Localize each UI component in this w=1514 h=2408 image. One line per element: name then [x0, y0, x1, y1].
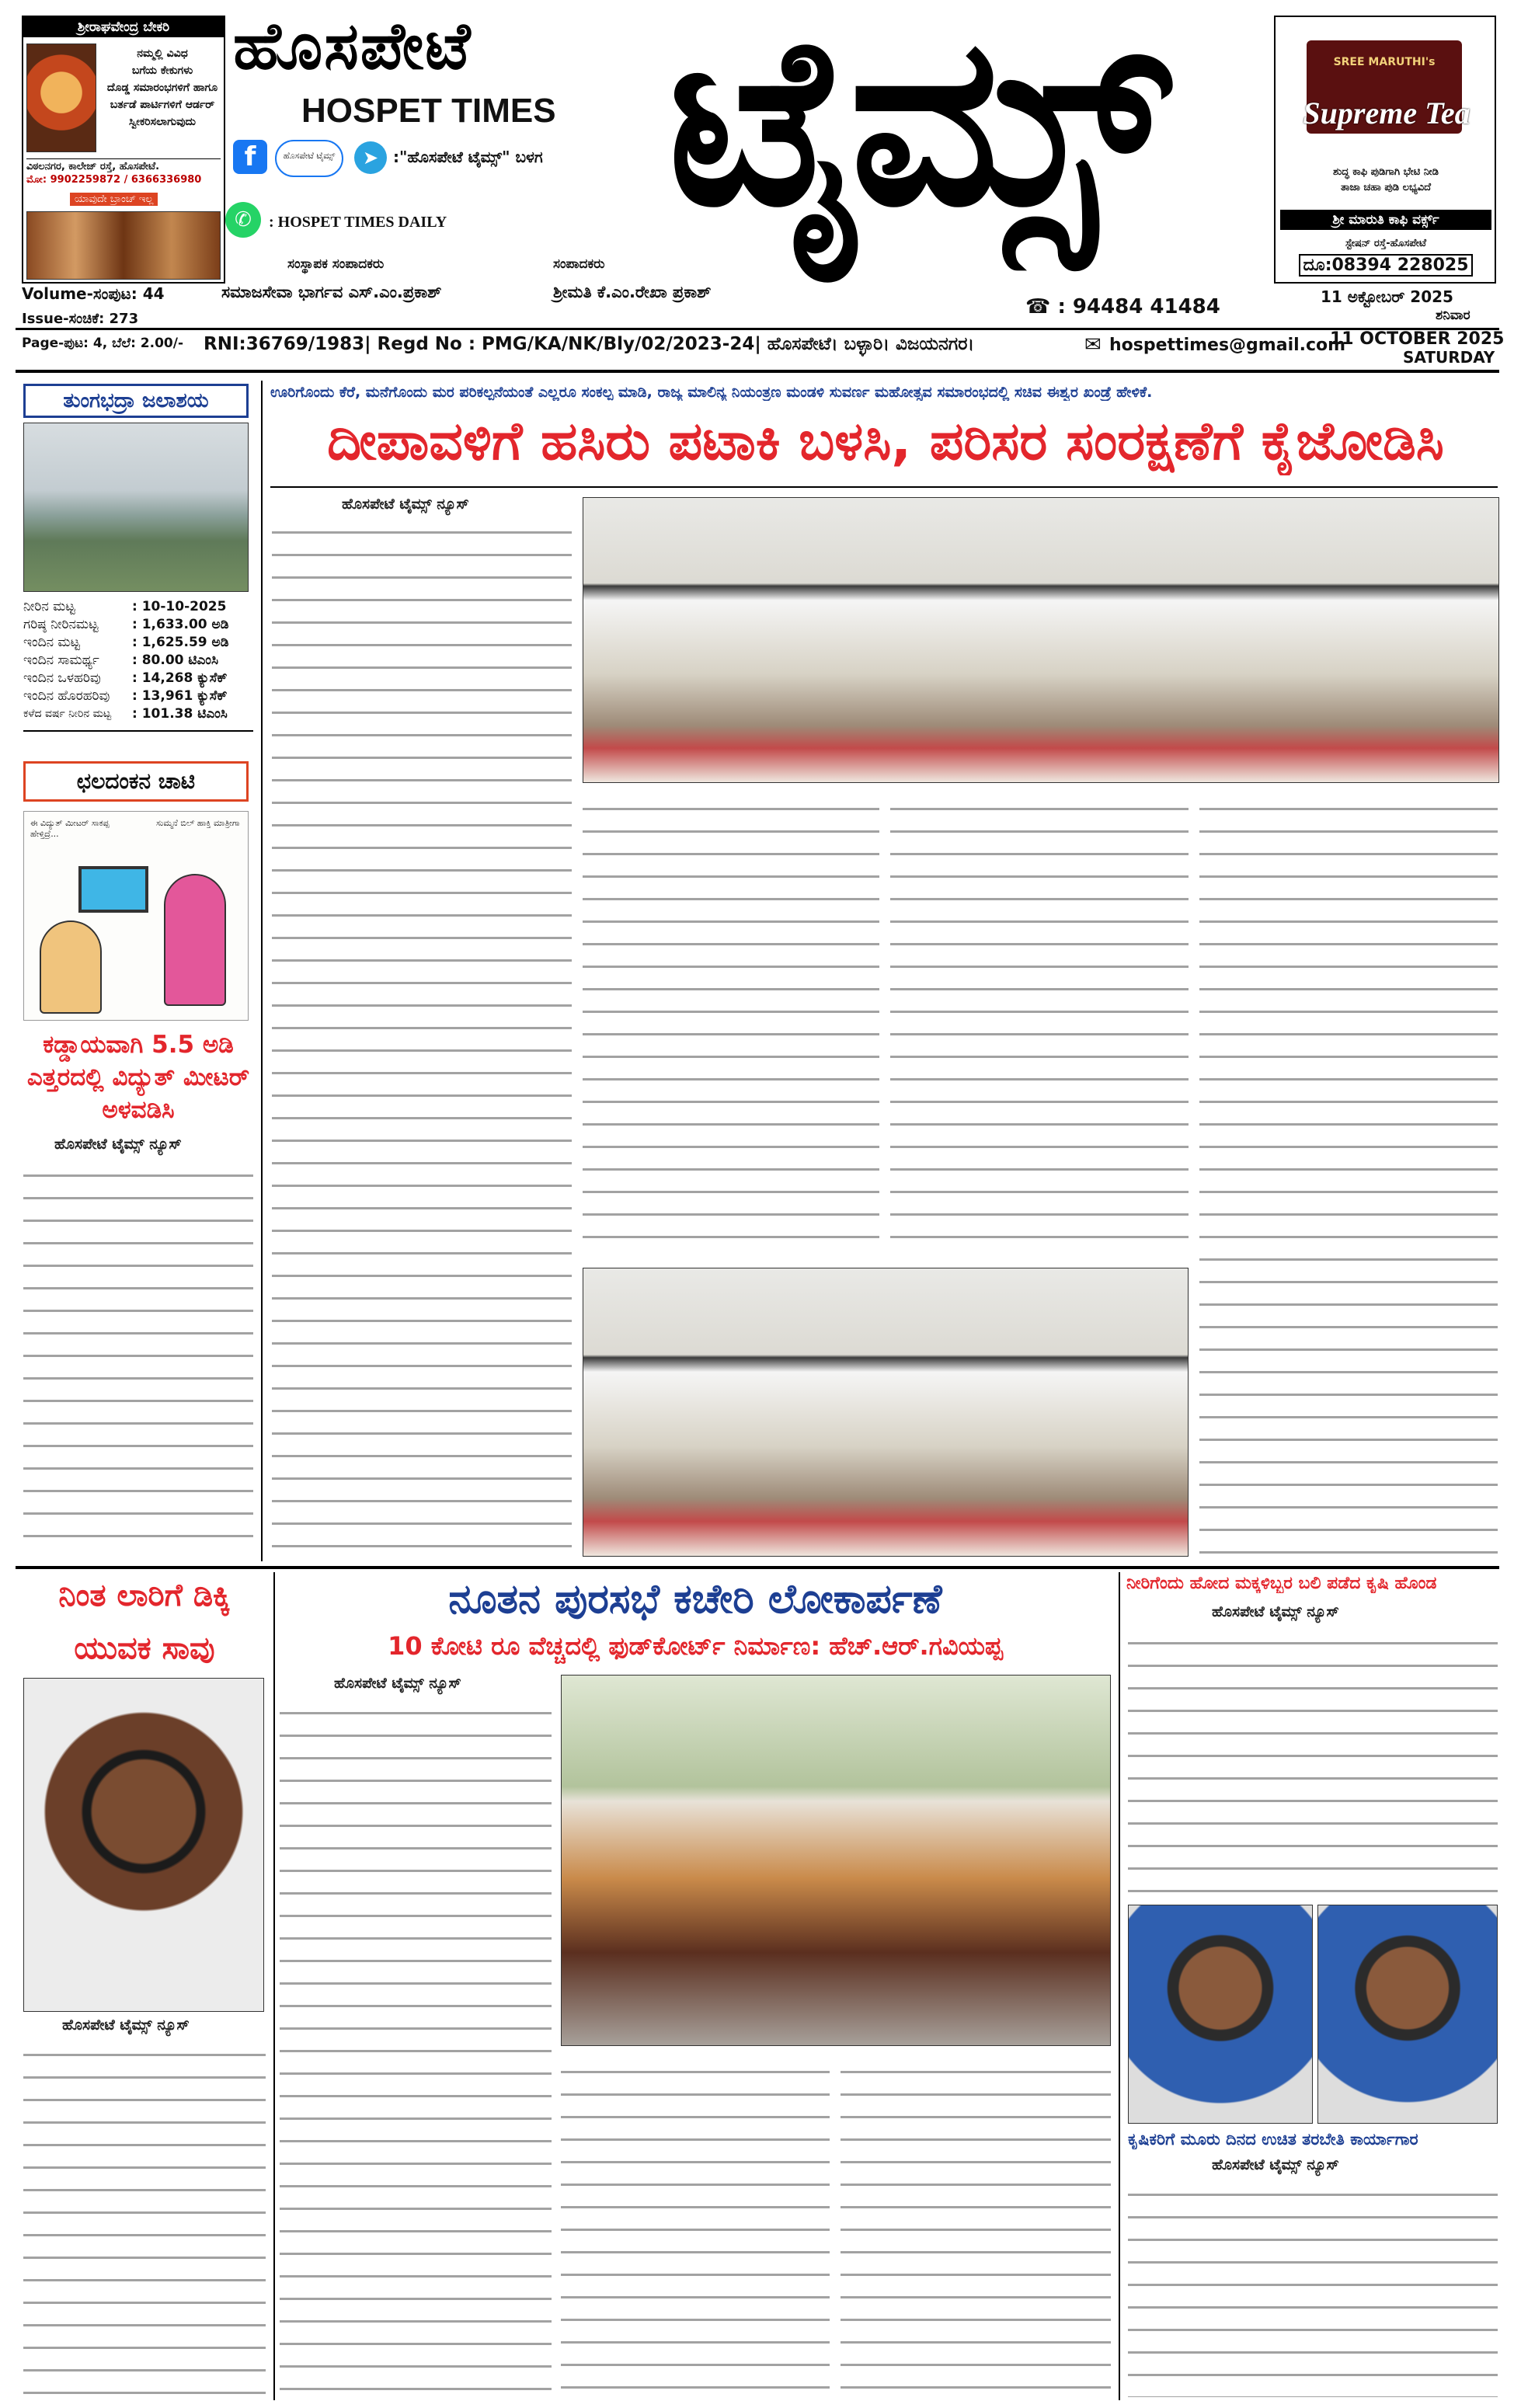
header-divider-2	[16, 370, 1499, 373]
masthead-title-large: ಟೈಮ್ಸ್	[668, 0, 1164, 257]
bakery-ad-line: ಸ್ವೀಕರಿಸಲಾಗುವುದು	[128, 116, 197, 128]
registration: RNI:36769/1983| Regd No : PMG/KA/NK/Bly/02/2023-24| ಹೊಸಪೇಟೆ। ಬಳ್ಳಾರಿ। ವಿಜಯನಗರ।	[204, 334, 975, 354]
bakery-ad-line: ಬರ್ತಡೆ ಪಾರ್ಟಿಗಳಿಗೆ ಆರ್ಡರ್	[110, 99, 215, 111]
page-price: Page-ಪುಟ: 4, ಬೆಲೆ: 2.00/-	[22, 336, 184, 351]
child-photo-1	[1128, 1905, 1313, 2124]
victim-photo	[23, 1678, 264, 2012]
bottom-divider-2	[1119, 1572, 1120, 2400]
cartoon-header: ಛಲದಂಕನ ಚಾಟಿ	[23, 761, 249, 802]
top-story-col3	[890, 792, 1189, 1258]
municipal-photo	[561, 1675, 1111, 2046]
top-story-col2	[583, 792, 879, 1258]
top-story-kicker: ಊರಿಗೊಂದು ಕೆರೆ, ಮನೆಗೊಂದು ಮರ ಪರಿಕಲ್ಪನೆಯಂತೆ ಎಲ್ಲರೂ ಸಂಕಲ್ಪ ಮಾಡಿ, ರಾಜ್ಯ ಮಾಲಿನ್ಯ ನಿಯಂತ್ರಣ ಮಂಡಳಿ ಸುವರ್ಣ ಮಹೋತ್ಸವ ಸಮಾರಂಭದಲ್ಲಿ ಸಚಿವ ಈಶ್ವರ ಖಂಡ್ರೆ ಹೇಳಿಕೆ.	[270, 384, 1153, 401]
sidebar-divider	[23, 730, 253, 732]
top-story-col1	[272, 516, 572, 1557]
email-icon: ✉	[1084, 333, 1102, 357]
cake-image	[26, 211, 221, 280]
dam-stat-value: : 80.00 ಟಿಎಂಸಿ	[132, 652, 218, 668]
top-story-byline: ಹೊಸಪೇಟೆ ಟೈಮ್ಸ್ ನ್ಯೂಸ್	[342, 496, 469, 513]
tea-brand: Supreme Tea	[1303, 96, 1470, 130]
tea-ad	[1274, 16, 1496, 284]
facebook-icon[interactable]: f	[233, 140, 267, 174]
header-divider	[16, 328, 1499, 330]
cartoon-left-text: ಈ ವಿದ್ಯುತ್ ಮೀಟರ್ ಸಾಕಪ್ಪ ಹೇಳ್ತಿದ್ರೆ...	[30, 818, 110, 839]
dam-stat-value: : 101.38 ಟಿಎಂಸಿ	[132, 706, 228, 722]
municipal-col2	[561, 2055, 830, 2396]
tea-ad-line: ತಾಜಾ ಚಹಾ ಪುಡಿ ಲಭ್ಯವಿದೆ	[1340, 182, 1432, 193]
dam-stat-row	[23, 705, 256, 723]
sidebar-story-byline: ಹೊಸಪೇಟೆ ಟೈಮ್ಸ್ ನ್ಯೂಸ್	[54, 1136, 182, 1153]
whatsapp-icon[interactable]: ✆	[225, 202, 261, 238]
top-story-photo-2	[583, 1268, 1189, 1557]
masthead-english-title: HOSPET TIMES	[301, 92, 556, 130]
dam-stat-label: ಗರಿಷ್ಠ ನೀರಿನಮಟ್ಟ	[23, 617, 99, 632]
whatsapp-label: : HOSPET TIMES DAILY	[269, 214, 447, 231]
farm-pond-headline: ನೀರಿಗೆಂದು ಹೋದ ಮಕ್ಕಳಿಬ್ಬರ ಬಲಿ ಪಡೆದ ಕೃಷಿ ಹೊಂಡ	[1126, 1574, 1437, 1593]
editor-name: ಸಮಾಜಸೇವಾ ಭಾರ್ಗವ ಎಸ್.ಎಂ.ಪ್ರಕಾಶ್	[221, 283, 442, 301]
top-story-headline: ದೀಪಾವಳಿಗೆ ಹಸಿರು ಪಟಾಕಿ ಬಳಸಿ, ಪರಿಸರ ಸಂರಕ್ಷಣೆಗೆ ಕೈಜೋಡಿಸಿ	[327, 411, 1444, 472]
municipal-subhead: 10 ಕೋಟಿ ರೂ ವೆಚ್ಚದಲ್ಲಿ ಫುಡ್‌ಕೋರ್ಟ್ ನಿರ್ಮಾಣ: ಹೆಚ್.ಆರ್.ಗವಿಯಪ್ಪ	[388, 1631, 1003, 1661]
bakery-ad	[22, 16, 225, 284]
municipal-byline: ಹೊಸಪೇಟೆ ಟೈಮ್ಸ್ ನ್ಯೂಸ್	[334, 1675, 461, 1692]
farm-pond-body	[1128, 1627, 1498, 1898]
municipal-headline: ನೂತನ ಪುರಸಭೆ ಕಚೇರಿ ಲೋಕಾರ್ಪಣೆ	[448, 1576, 942, 1623]
day-kannada: ಶನಿವಾರ	[1436, 308, 1470, 323]
editor-label: ಸಂಸ್ಥಾಪಕ ಸಂಪಾದಕರು	[287, 256, 385, 272]
municipal-col1	[280, 1696, 552, 2396]
date-english: 11 OCTOBER 2025	[1330, 329, 1505, 349]
dam-stat-row	[23, 634, 256, 652]
bakery-ad-address: ವಿಠಲನಗರ, ಕಾಲೇಜ್ ರಸ್ತೆ, ಹೊಸಪೇಟೆ.	[26, 158, 221, 172]
tea-phone: ದೂ:08394 228025	[1299, 254, 1473, 277]
tea-address: ಸ್ಟೇಷನ್ ರಸ್ತೆ-ಹೊಸಪೇಟೆ	[1345, 238, 1427, 249]
dam-stat-label: ಇಂದಿನ ಹೊರಹರಿವು	[23, 688, 110, 704]
temple-image	[26, 43, 96, 152]
dam-photo	[23, 423, 249, 592]
bakery-ad-phone: ಮೋ: 9902259872 / 6366336980	[26, 174, 202, 186]
accident-body	[23, 2038, 266, 2396]
dam-header: ತುಂಗಭದ್ರಾ ಜಲಾಶಯ	[23, 384, 249, 418]
dam-stat-label: ಇಂದಿನ ಒಳಹರಿವು	[23, 670, 101, 686]
dam-stat-row	[23, 670, 256, 687]
dam-stat-label: ಕಳೆದ ವರ್ಷ ನೀರಿನ ಮಟ್ಟ	[23, 708, 112, 720]
dam-stat-value: : 10-10-2025	[132, 599, 227, 614]
cartoon-right-text: ಸುಮ್ಮನೆ ಬಿಲ್ ಹಾಕ್ತಿ ಮಾತ್ರೀಗಾ	[156, 818, 240, 828]
dam-stat-value: : 13,961 ಕ್ಯುಸೆಕ್	[132, 688, 228, 704]
sidebar-story-headline: ಕಡ್ಡಾಯವಾಗಿ 5.5 ಅಡಿ ಎತ್ತರದಲ್ಲಿ ವಿದ್ಯುತ್ ಮೀಟರ್ ಅಳವಡಿಸಿ	[26, 1031, 250, 1124]
bakery-ad-title: ಶ್ರೀರಾಘವೇಂದ್ರ ಬೇಕರಿ	[23, 17, 224, 37]
phone-number: ☎ : 94484 41484	[1025, 295, 1220, 318]
dam-stats	[23, 598, 256, 723]
dam-stat-value: : 1,633.00 ಅಡಿ	[132, 617, 229, 632]
bakery-ad-line: ದೊಡ್ಡ ಸಮಾರಂಭಗಳಿಗೆ ಹಾಗೂ	[106, 82, 218, 94]
tea-ad-line: ಶುದ್ಧ ಕಾಫಿ ಪುಡಿಗಾಗಿ ಭೇಟಿ ನೀಡಿ	[1333, 166, 1439, 178]
accident-headline: ನಿಂತ ಲಾರಿಗೆ ಡಿಕ್ಕಿ ಯುವಕ ಸಾವು	[58, 1578, 231, 1666]
bakery-ad-tagline: ಯಾವುದೇ ಬ್ರಾಂಚ್ ಇಲ್ಲ	[70, 193, 158, 206]
cartoon-meter	[78, 866, 148, 913]
bottom-divider-1	[273, 1572, 275, 2400]
sidebar-story-body	[23, 1159, 253, 1557]
issue: Issue-ಸಂಚಿಕೆ: 273	[22, 311, 139, 327]
volume: Volume-ಸಂಪುಟ: 44	[22, 284, 165, 303]
facebook-label[interactable]: ಹೊಸಪೇಟೆ ಟೈಮ್ಸ್	[275, 140, 343, 177]
training-headline: ಕೃಷಿಕರಿಗೆ ಮೂರು ದಿನದ ಉಚಿತ ತರಬೇತಿ ಕಾರ್ಯಾಗಾರ	[1128, 2130, 1418, 2149]
day-english: SATURDAY	[1403, 348, 1495, 367]
tea-brand-top: SREE MARUTHI's	[1333, 56, 1436, 68]
dam-stat-label: ಇಂದಿನ ಸಾಮರ್ಥ್ಯ	[23, 652, 99, 668]
email: hospettimes@gmail.com	[1109, 336, 1346, 355]
child-photo-2	[1317, 1905, 1498, 2124]
municipal-col3	[841, 2055, 1111, 2396]
top-story-col4	[1199, 792, 1498, 1557]
bakery-ad-line: ಬಗೆಯ ಕೇಕುಗಳು	[131, 64, 193, 77]
cartoon-panel	[23, 811, 249, 1021]
cartoon-figure-left	[40, 920, 102, 1014]
bakery-ad-line: ನಮ್ಮಲ್ಲಿ ವಿವಿಧ	[137, 47, 188, 60]
co-editor-label: ಸಂಪಾದಕರು	[553, 256, 605, 272]
accident-byline: ಹೊಸಪೇಟೆ ಟೈಮ್ಸ್ ನ್ಯೂಸ್	[62, 2017, 190, 2034]
dam-stat-row	[23, 652, 256, 670]
dam-stat-value: : 1,625.59 ಅಡಿ	[132, 635, 229, 650]
masthead-kannada-title: ಹೊಸಪೇಟೆ	[233, 8, 472, 84]
training-body	[1128, 2178, 1498, 2397]
dam-stat-row	[23, 616, 256, 634]
training-byline: ಹೊಸಪೇಟೆ ಟೈಮ್ಸ್ ನ್ಯೂಸ್	[1212, 2156, 1339, 2173]
dam-stat-row	[23, 687, 256, 705]
telegram-icon[interactable]: ➤	[354, 141, 387, 174]
farm-pond-byline: ಹೊಸಪೇಟೆ ಟೈಮ್ಸ್ ನ್ಯೂಸ್	[1212, 1603, 1339, 1620]
column-divider	[261, 381, 263, 1561]
tea-shop-name: ಶ್ರೀ ಮಾರುತಿ ಕಾಫಿ ವರ್ಕ್ಸ್	[1280, 210, 1491, 230]
top-story-photo-1	[583, 497, 1499, 783]
dam-stat-value: : 14,268 ಕ್ಯುಸೆಕ್	[132, 670, 228, 686]
dam-stat-label: ಇಂದಿನ ಮಟ್ಟ	[23, 635, 80, 650]
telegram-label: :"ಹೊಸಪೇಟೆ ಟೈಮ್ಸ್" ಬಳಗ	[393, 148, 543, 166]
date-kannada: 11 ಅಕ್ಟೋಬರ್ 2025	[1321, 287, 1453, 306]
co-editor-name: ಶ್ರೀಮತಿ ಕೆ.ಎಂ.ರೇಖಾ ಪ್ರಕಾಶ್	[553, 283, 712, 301]
cartoon-figure-right	[164, 874, 226, 1006]
dam-stat-row	[23, 598, 256, 616]
top-story-rule	[270, 486, 1498, 488]
dam-stat-label: ನೀರಿನ ಮಟ್ಟ	[23, 599, 75, 614]
